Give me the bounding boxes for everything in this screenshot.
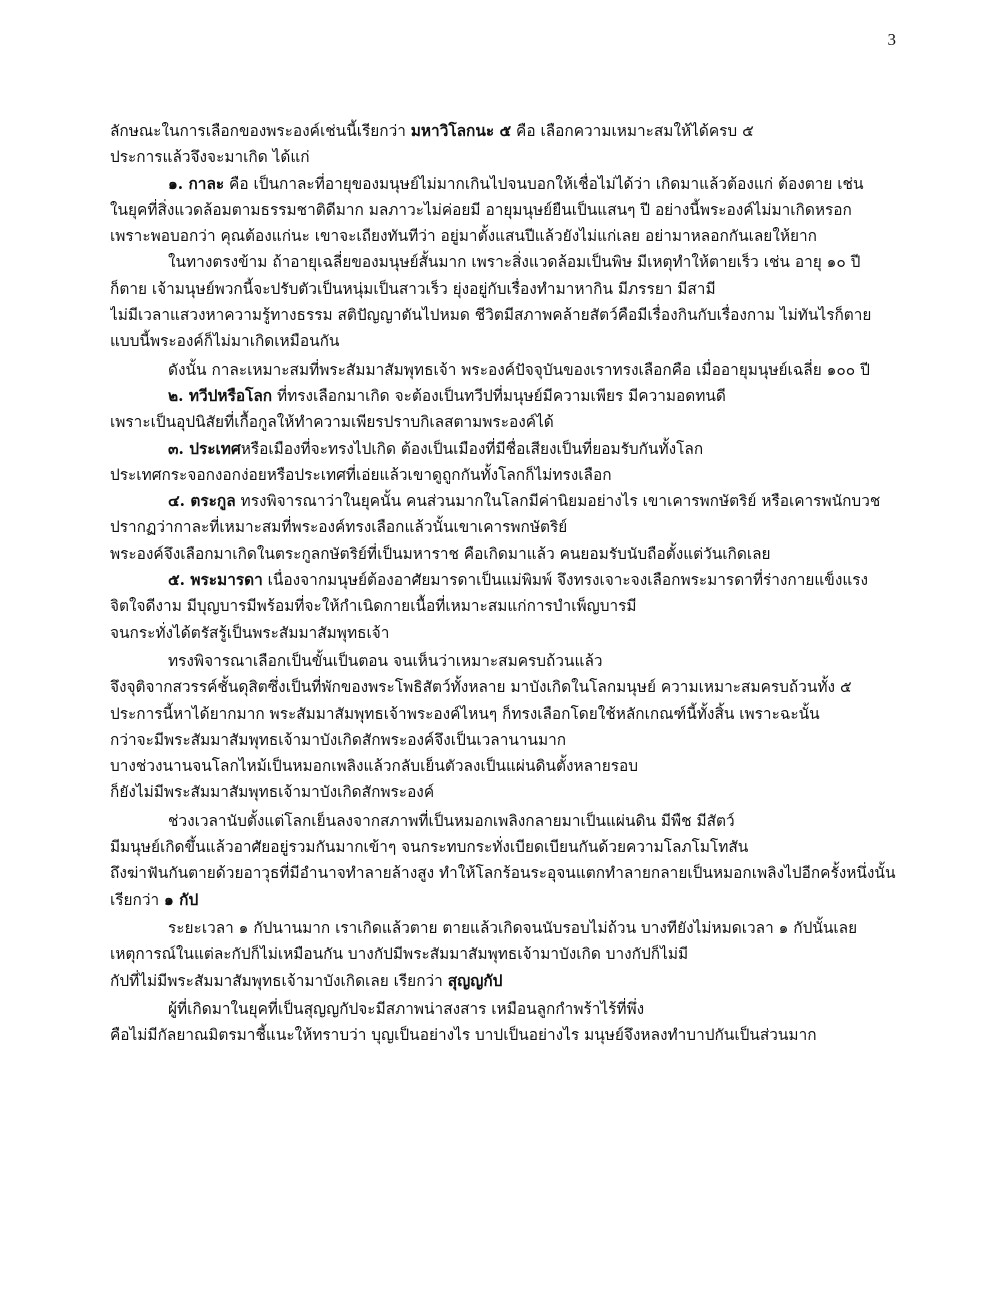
text-run: จนกระทั่งได้ตรัสรู้เป็นพระสัมมาสัมพุทธเจ้า [110, 623, 390, 642]
text-run: หรือเมืองที่จะทรงไปเกิด ต้องเป็นเมืองที่มีชื่อเสียงเป็นที่ยอมรับกันทั้งโลก [240, 439, 704, 458]
text-run: ลักษณะในการเลือกของพระองค์เช่นนี้เรียกว่า [110, 122, 411, 140]
text-line [110, 648, 900, 674]
text-line [110, 302, 900, 328]
bold-term: สุญญกัป [447, 971, 503, 990]
text-run: ผู้ที่เกิดมาในยุคที่เป็นสุญญกัปจะมีสภาพน่าสงสาร เหมือนลูกกำพร้าไร้ที่พึ่ง [168, 999, 645, 1018]
text-run: จึงจุติจากสวรรค์ชั้นดุสิตซึ่งเป็นที่พักของพระโพธิสัตว์ทั้งหลาย มาบังเกิดในโลกมนุษย์ ความเหมาะสมครบถ้วนทั้ง ๕ [110, 678, 852, 697]
text-line [110, 223, 900, 249]
text-run: ประการแล้วจึงจะมาเกิด ได้แก่ [110, 148, 310, 167]
text-line [110, 567, 900, 593]
page-number: 3 [887, 30, 896, 49]
text-line [110, 488, 900, 514]
text-run: ปรากฏว่ากาละที่เหมาะสมที่พระองค์ทรงเลือกแล้วนั้นเขาเคารพกษัตริย์ [110, 518, 568, 537]
text-line [110, 941, 900, 967]
text-line [110, 171, 900, 197]
text-run: ก็ยังไม่มีพระสัมมาสัมพุทธเจ้ามาบังเกิดสักพระองค์ [110, 783, 435, 802]
text-line [110, 701, 900, 727]
text-run: กัปที่ไม่มีพระสัมมาสัมพุทธเจ้ามาบังเกิดเลย เรียกว่า [110, 971, 448, 990]
text-run: ในทางตรงข้าม ถ้าอายุเฉลี่ยของมนุษย์สั้นมาก เพราะสิ่งแวดล้อมเป็นพิษ มีเหตุทำให้ตายเร็ว เช่น อายุ ๑๐ ปี [168, 253, 861, 272]
text-line [110, 1022, 900, 1048]
text-run: ทรงพิจารณาว่าในยุคนั้น คนส่วนมากในโลกมีค่านิยมอย่างไร เขาเคารพกษัตริย์ หรือเคารพนักบวช [235, 492, 881, 511]
text-run: มีมนุษย์เกิดขึ้นแล้วอาศัยอยู่รวมกันมากเข้าๆ จนกระทบกระทั่งเบียดเบียนกันด้วยความโลภโมโทสัน [110, 838, 749, 857]
bold-term: ๑ กัป [164, 890, 199, 909]
text-run: เนื่องจากมนุษย์ต้องอาศัยมารดาเป็นแม่พิมพ์ จึงทรงเจาะจงเลือกพระมารดาที่ร่างกายแข็งแรง [262, 571, 869, 590]
body-text [110, 118, 900, 1048]
text-line [110, 860, 900, 886]
text-line [110, 514, 900, 540]
bold-term: ๔. ตระกูล [168, 492, 236, 511]
text-run: ประการนี้หาได้ยากมาก พระสัมมาสัมพุทธเจ้าพระองค์ไหนๆ ก็ทรงเลือกโดยใช้หลักเกณฑ์นี้ทั้งสิ้น เพราะฉะนั้น [110, 704, 820, 723]
text-run: ช่วงเวลานับตั้งแต่โลกเย็นลงจากสภาพที่เป็นหมอกเพลิงกลายมาเป็นแผ่นดิน มีพืช มีสัตว์ [168, 811, 735, 830]
text-line [110, 409, 900, 435]
text-line [110, 328, 900, 354]
text-line [110, 249, 900, 275]
text-line [110, 144, 900, 170]
text-line [110, 276, 900, 302]
text-run: เหตุการณ์ในแต่ละกัปก็ไม่เหมือนกัน บางกัปมีพระสัมมาสัมพุทธเจ้ามาบังเกิด บางกัปก็ไม่มี [110, 945, 689, 964]
text-line [110, 357, 900, 383]
text-line [110, 436, 900, 462]
text-run: บางช่วงนานจนโลกไหม้เป็นหมอกเพลิงแล้วกลับเย็นตัวลงเป็นแผ่นดินตั้งหลายรอบ [110, 757, 639, 776]
text-run: พระองค์จึงเลือกมาเกิดในตระกูลกษัตริย์ที่เป็นมหาราช คือเกิดมาแล้ว คนยอมรับนับถือตั้งแต่วันเกิดเลย [110, 544, 771, 563]
text-run: กว่าจะมีพระสัมมาสัมพุทธเจ้ามาบังเกิดสักพระองค์จึงเป็นเวลานานมาก [110, 730, 567, 749]
bold-term: ๒. ทวีปหรือโลก [168, 386, 273, 405]
text-run: เรียกว่า [110, 890, 165, 909]
text-run: จิตใจดีงาม มีบุญบารมีพร้อมที่จะให้กำเนิดกายเนื้อที่เหมาะสมแก่การบำเพ็ญบารมี [110, 597, 637, 616]
text-line [110, 620, 900, 646]
text-run: แบบนี้พระองค์ก็ไม่มาเกิดเหมือนกัน [110, 332, 340, 351]
text-line [110, 834, 900, 860]
bold-term: ๑. กาละ [168, 174, 225, 193]
text-line [110, 462, 900, 488]
text-run: เพราะเป็นอุปนิสัยที่เกื้อกูลให้ทำความเพียรปราบกิเลสตามพระองค์ได้ [110, 413, 554, 432]
text-run: ในยุคที่สิ่งแวดล้อมตามธรรมชาติดีมาก มลภาวะไม่ค่อยมี อายุมนุษย์ยืนเป็นแสนๆ ปี อย่างนี้พระองค์ไม่มาเกิดหรอก [110, 200, 852, 219]
text-run: ระยะเวลา ๑ กัปนานมาก เราเกิดแล้วตาย ตายแล้วเกิดจนนับรอบไม่ถ้วน บางทียังไม่หมดเวลา ๑ กัปนั้นเลย [168, 918, 858, 937]
text-run: คือไม่มีกัลยาณมิตรมาชี้แนะให้ทราบว่า บุญเป็นอย่างไร บาปเป็นอย่างไร มนุษย์จึงหลงทำบาปกันเป็นส่วนมาก [110, 1026, 817, 1045]
text-line [110, 383, 900, 409]
text-line [110, 887, 900, 913]
text-run: ประเทศกระจอกงอกง่อยหรือประเทศที่เอ่ยแล้วเขาดูถูกกันทั้งโลกก็ไม่ทรงเลือก [110, 465, 612, 484]
text-run: คือ เลือกความเหมาะสมให้ได้ครบ ๕ [511, 122, 754, 140]
text-run: ก็ตาย เจ้ามนุษย์พวกนี้จะปรับตัวเป็นหนุ่มเป็นสาวเร็ว ยุ่งอยู่กับเรื่องทำมาหากิน มีภรรยา มีสามี [110, 279, 716, 298]
bold-term: ๓. ประเทศ [168, 439, 241, 458]
bold-term: ๕. พระมารดา [168, 571, 263, 590]
text-run: คือ เป็นกาละที่อายุของมนุษย์ไม่มากเกินไปจนบอกให้เชื่อไม่ได้ว่า เกิดมาแล้วต้องแก่ ต้องตาย เช่น [224, 174, 864, 193]
text-line [110, 996, 900, 1022]
text-run: ทรงพิจารณาเลือกเป็นขั้นเป็นตอน จนเห็นว่าเหมาะสมครบถ้วนแล้ว [168, 651, 603, 670]
text-line [110, 118, 900, 144]
text-line [110, 915, 900, 941]
text-run: ไม่มีเวลาแสวงหาความรู้ทางธรรม สติปัญญาตันไปหมด ชีวิตมีสภาพคล้ายสัตว์คือมีเรื่องกินกับเรื่องกาม ไม่ทันไรก็ตาย [110, 306, 872, 325]
text-line [110, 593, 900, 619]
text-run: ที่ทรงเลือกมาเกิด จะต้องเป็นทวีปที่มนุษย์มีความเพียร มีความอดทนดี [272, 386, 726, 405]
text-line [110, 727, 900, 753]
text-line [110, 968, 900, 994]
text-line [110, 541, 900, 567]
text-line [110, 808, 900, 834]
text-run: ดังนั้น กาละเหมาะสมที่พระสัมมาสัมพุทธเจ้า พระองค์ปัจจุบันของเราทรงเลือกคือ เมื่ออายุมนุษย์เฉลี่ย ๑๐๐ ปี [168, 360, 870, 379]
text-run: เพราะพอบอกว่า คุณต้องแก่นะ เขาจะเถียงทันทีว่า อยู่มาตั้งแสนปีแล้วยังไม่แก่เลย อย่ามาหลอกกันเลยให้ยาก [110, 227, 817, 246]
bold-term: มหาวิโลกนะ ๕ [410, 122, 512, 140]
text-run: ถึงฆ่าฟันกันตายด้วยอาวุธที่มีอำนาจทำลายล้างสูง ทำให้โลกร้อนระอุจนแตกทำลายกลายเป็นหมอกเพลิงไปอีกครั้งหนึ่งนั้น [110, 864, 896, 883]
text-line [110, 674, 900, 700]
text-line [110, 197, 900, 223]
text-line [110, 753, 900, 779]
text-line [110, 779, 900, 805]
